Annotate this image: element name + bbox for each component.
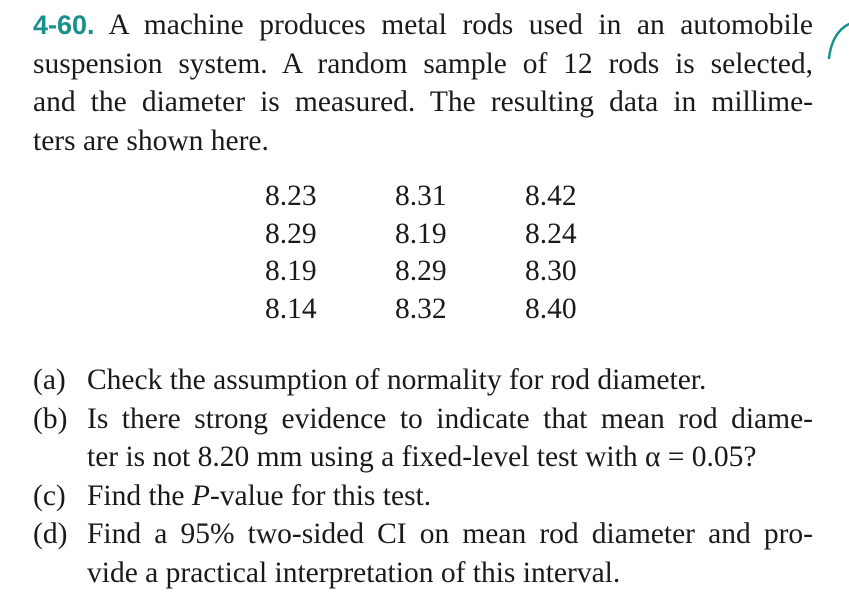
part-c-tag: (c): [33, 479, 66, 512]
table-cell: 8.19: [395, 217, 447, 250]
table-cell: 8.24: [525, 217, 577, 250]
table-cell: 8.40: [525, 292, 577, 325]
part-a: [33, 361, 813, 400]
part-d: [33, 515, 813, 592]
part-b: [33, 400, 813, 477]
part-a-tag: (a): [33, 364, 66, 396]
table-row: [265, 216, 655, 254]
part-a-line-1: Check the assumption of normality for rod diameter.: [87, 364, 707, 396]
table-row: [265, 178, 655, 216]
exercise-intro: [33, 6, 813, 161]
intro-line-2: suspension system. A random sample of 12 rods is selected,: [33, 47, 813, 80]
exercise-number: 4-60.: [33, 10, 95, 40]
exercise-block: [33, 6, 813, 589]
table-cell: 8.42: [525, 180, 577, 213]
question-parts: [33, 361, 813, 592]
table-cell: 8.14: [265, 292, 317, 325]
data-table: [265, 178, 655, 328]
part-b-tag: (b): [33, 402, 68, 435]
part-c-pre: Find the: [87, 479, 192, 512]
part-c-italic: P: [191, 479, 210, 512]
part-d-line-2: vide a practical interpretation of this interval.: [87, 556, 621, 589]
part-d-tag: (d): [33, 518, 68, 550]
table-cell: 8.29: [265, 217, 317, 250]
table-cell: 8.19: [265, 255, 317, 288]
part-d-line-1: Find a 95% two-sided CI on mean rod diameter and pro-: [87, 518, 813, 550]
part-b-line-2: ter is not 8.20 mm using a fixed-level test with α = 0.05?: [87, 441, 757, 473]
part-c: [33, 477, 813, 516]
table-cell: 8.23: [265, 180, 317, 213]
intro-line-3: and the diameter is measured. The resulting data in millime-: [33, 86, 813, 119]
table-cell: 8.31: [395, 180, 447, 213]
intro-line-4: ters are shown here.: [33, 125, 269, 158]
table-cell: 8.32: [395, 292, 447, 325]
intro-line-1: [33, 6, 813, 45]
table-row: [265, 291, 655, 329]
part-c-line-1: [87, 477, 813, 516]
part-b-line-1: Is there strong evidence to indicate that mean rod diame-: [87, 402, 813, 435]
table-cell: 8.30: [525, 255, 577, 288]
intro-line-1-text: A machine produces metal rods used in an automobile: [108, 9, 813, 41]
table-row: [265, 253, 655, 291]
part-c-post: -value for this test.: [209, 479, 432, 512]
table-cell: 8.29: [395, 255, 447, 288]
check-mark-icon: [827, 20, 849, 60]
